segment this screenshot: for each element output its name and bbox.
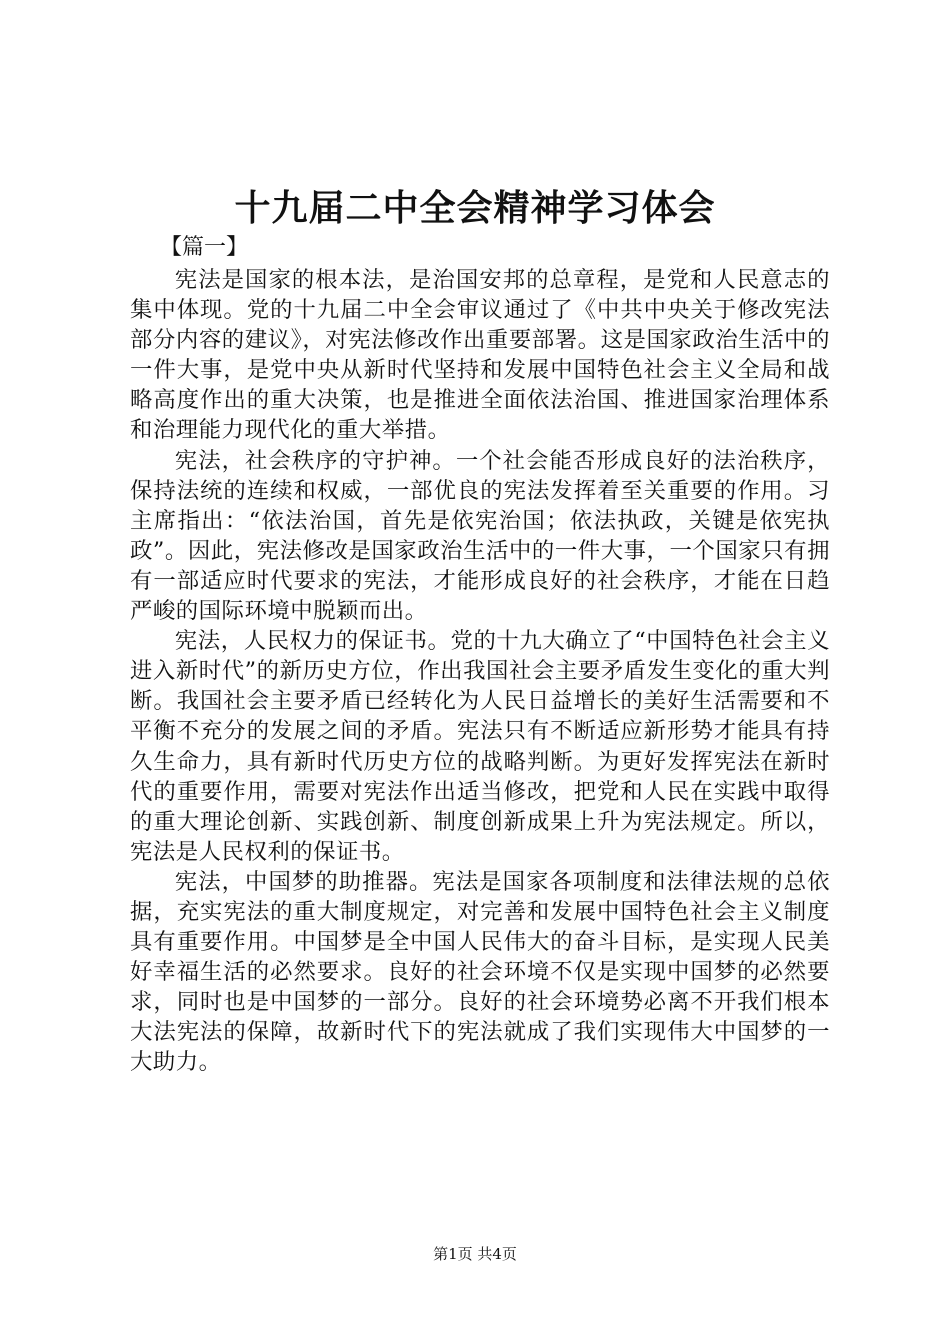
paragraph: 宪法，中国梦的助推器。宪法是国家各项制度和法律法规的总依据，充实宪法的重大制度规定，对完善和发展中国特色社会主义制度具有重要作用。中国梦是全中国人民伟大的奋斗目标，是实现人民美好幸福生活的必然要求。良好的社会环境不仅是实现中国梦的必然要求，同时也是中国梦的一部分。良好的社会环境势必离不开我们根本大法宪法的保障，故新时代下的宪法就成了我们实现伟大中国梦的一大助力。 xyxy=(130,868,830,1076)
document-body xyxy=(130,265,830,1078)
paragraph: 宪法是国家的根本法，是治国安邦的总章程，是党和人民意志的集中体现。党的十九届二中全会审议通过了《中共中央关于修改宪法部分内容的建议》，对宪法修改作出重要部署。这是国家政治生活中的一件大事，是党中央从新时代坚持和发展中国特色社会主义全局和战略高度作出的重大决策，也是推进全面依法治国、推进国家治理体系和治理能力现代化的重大举措。 xyxy=(130,267,830,444)
paragraph: 宪法，社会秩序的守护神。一个社会能否形成良好的法治秩序，保持法统的连续和权威，一部优良的宪法发挥着至关重要的作用。习主席指出：“依法治国，首先是依宪治国；依法执政，关键是依宪执政”。因此，宪法修改是国家政治生活中的一件大事，一个国家只有拥有一部适应时代要求的宪法，才能形成良好的社会秩序，才能在日趋严峻的国际环境中脱颖而出。 xyxy=(130,447,830,625)
page-footer: 第1页 共4页 xyxy=(433,1245,517,1263)
paragraph: 宪法，人民权力的保证书。党的十九大确立了“中国特色社会主义进入新时代”的新历史方位，作出我国社会主要矛盾发生变化的重大判断。我国社会主要矛盾已经转化为人民日益增长的美好生活需要和不平衡不充分的发展之间的矛盾。宪法只有不断适应新形势才能具有持久生命力，具有新时代历史方位的战略判断。为更好发挥宪法在新时代的重要作用，需要对宪法作出适当修改，把党和人民在实践中取得的重大理论创新、实践创新、制度创新成果上升为宪法规定。所以，宪法是人民权利的保证书。 xyxy=(130,628,830,865)
document-title: 十九届二中全会精神学习体会 xyxy=(234,187,716,229)
section-label: 【篇一】 xyxy=(160,235,249,260)
